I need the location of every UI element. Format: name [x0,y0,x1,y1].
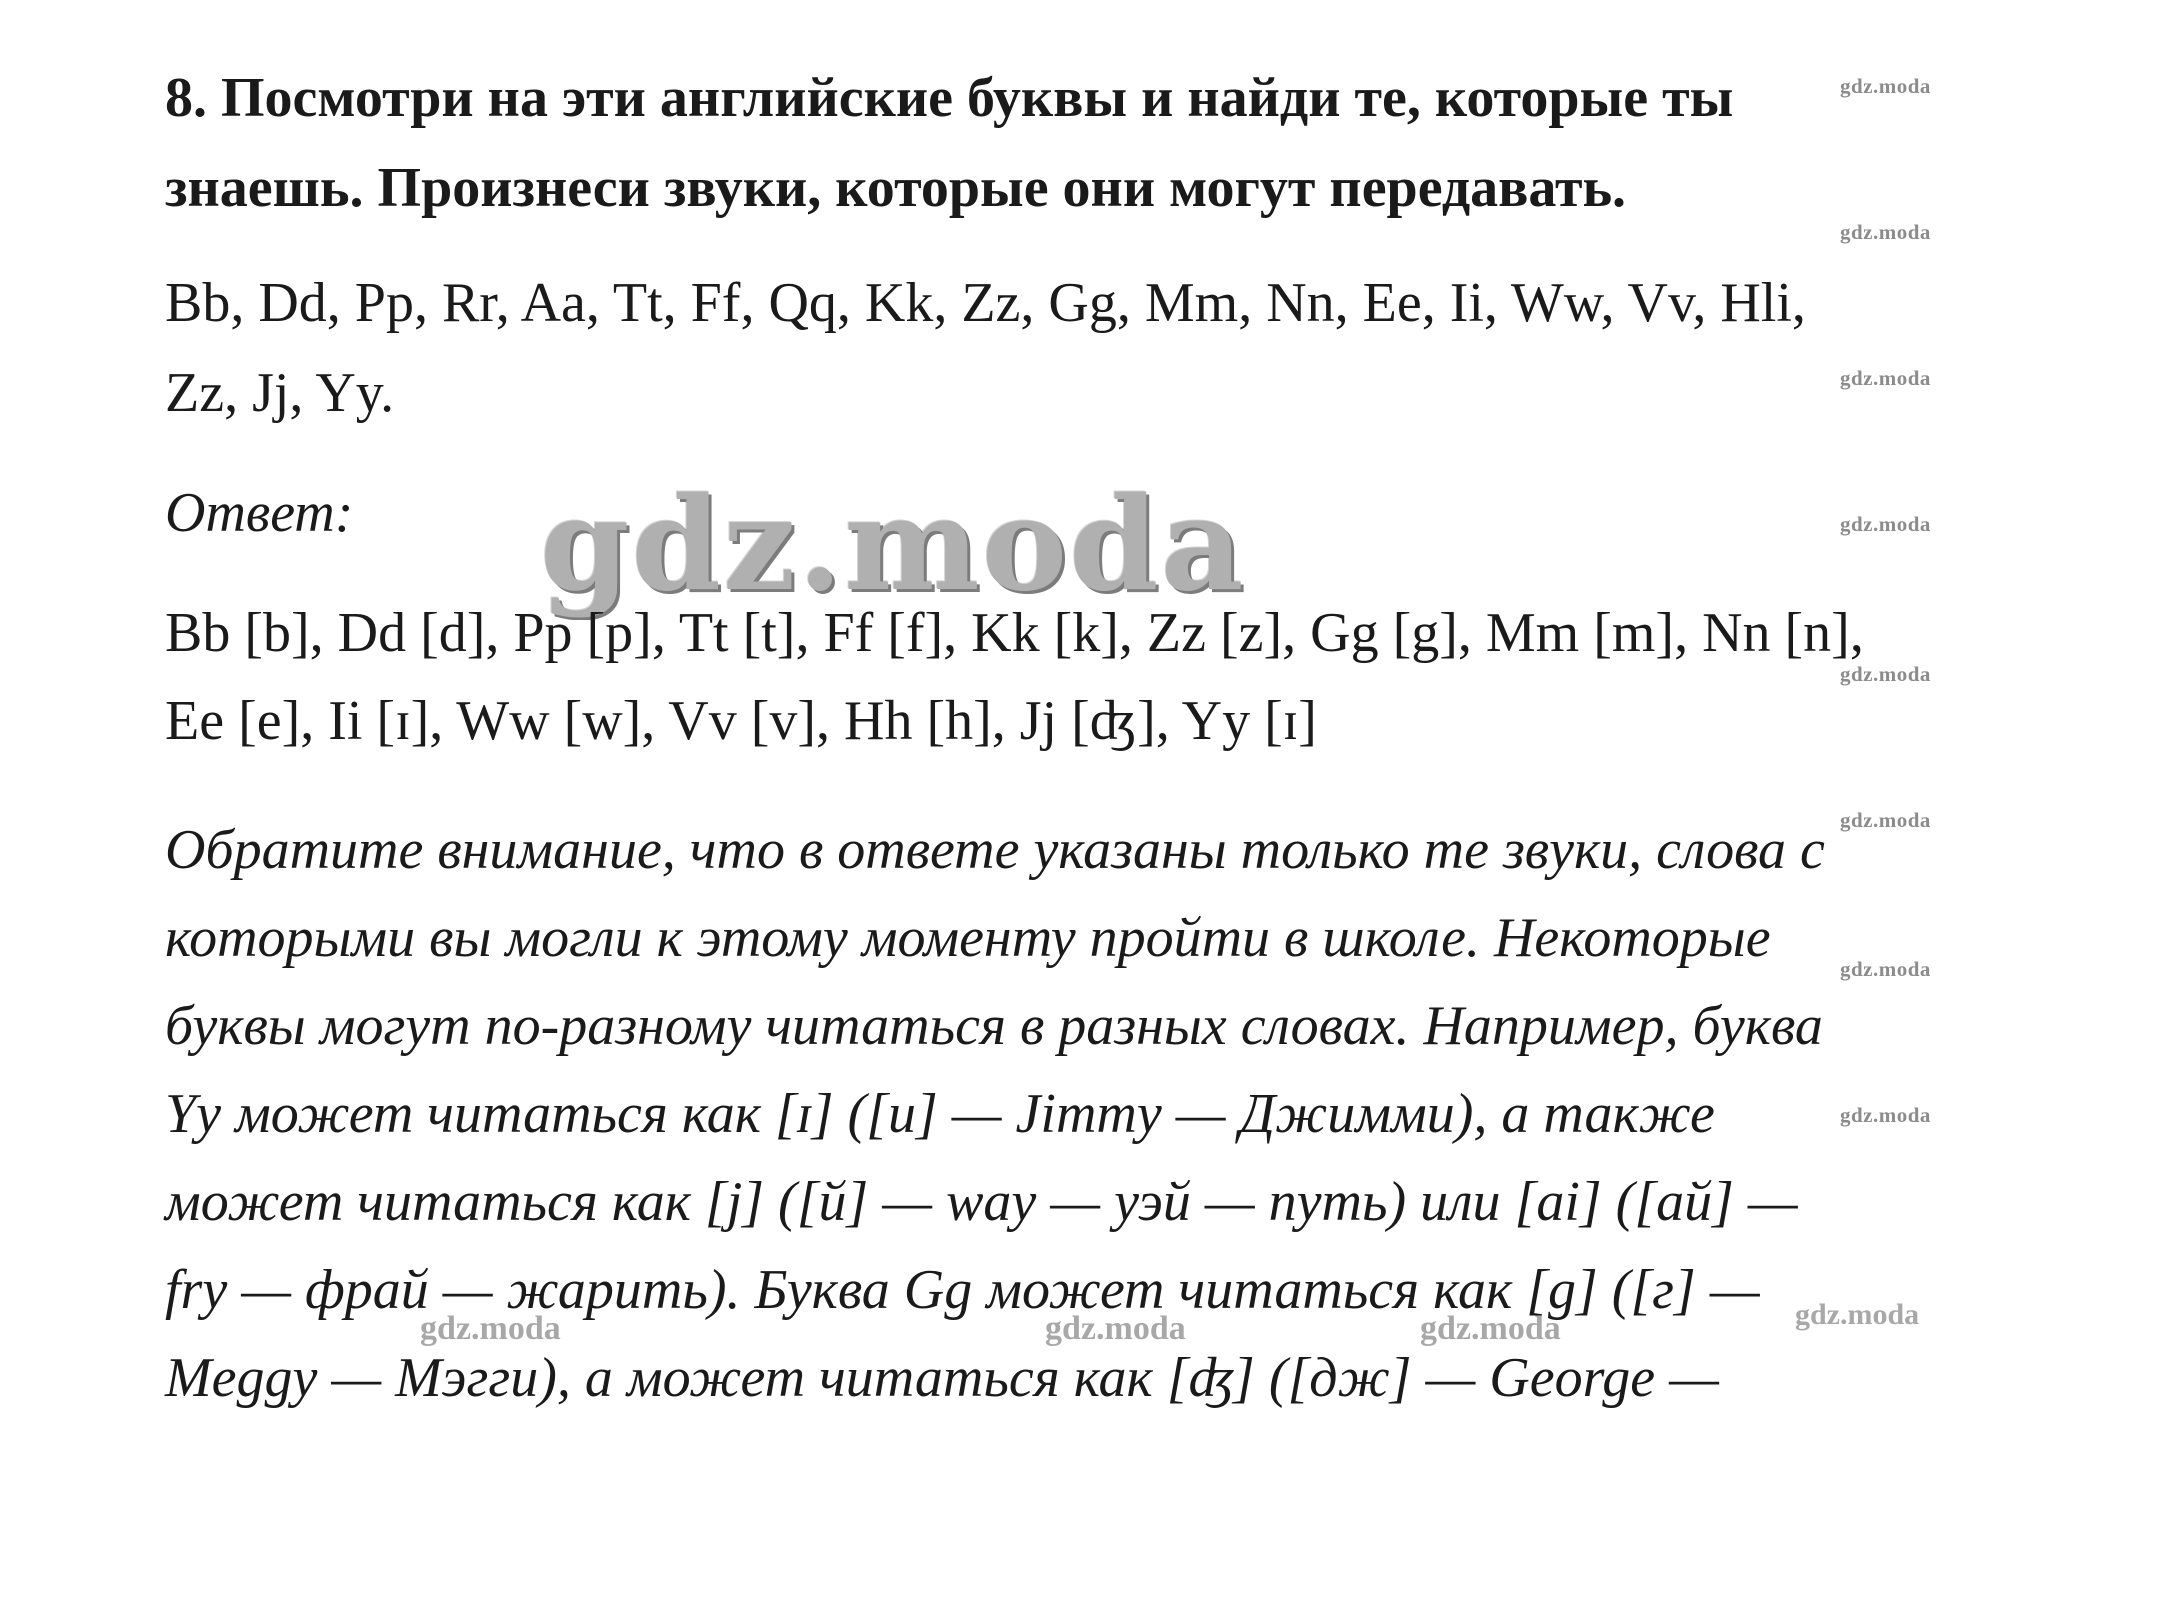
task-letters-line-1: Bb, Dd, Pp, Rr, Aa, Tt, Ff, Qq, Kk, Zz, Gg, Mm, Nn, Ee, Ii, Ww, Vv, Hli, [165,272,1806,334]
note-line-1: Обратите внимание, что в ответе указаны только те звуки, слова с [165,819,1825,881]
watermark-small: gdz.moda [1840,1103,1931,1127]
task-letters-line-2: Zz, Jj, Yy. [165,362,395,424]
watermark-medium: gdz.moda [420,1310,561,1347]
watermark-small: gdz.moda [1840,957,1931,981]
cropped-top-text [230,0,530,2]
answer-line-1: Bb [b], Dd [d], Pp [p], Tt [t], Ff [f], Kk [k], Zz [z], Gg [g], Mm [m], Nn [n], [165,602,1864,664]
watermark-medium: gdz.moda [1045,1310,1186,1347]
answer-label: Ответ: [165,482,354,544]
task-heading-line-2: знаешь. Произнеси звуки, которые они могут передавать. [165,157,1627,219]
task-heading-line-1: 8. Посмотри на эти английские буквы и найди те, которые ты [165,67,1734,129]
watermark-medium: gdz.moda [1420,1310,1561,1347]
note-line-7: Meggy — Мэгги), а может читаться как [ʤ] ([дж] — George — [165,1347,1719,1409]
note-line-6: fry — фрай — жарить). Буква Gg может читаться как [g] ([г] — [165,1259,1760,1321]
watermark-small: gdz.moda [1840,366,1931,390]
note-line-5: может читаться как [j] ([й] — way — уэй — путь) или [ai] ([ай] — [165,1171,1798,1233]
note-line-2: которыми вы могли к этому моменту пройти в школе. Некоторые [165,907,1771,969]
watermark-large: gdz.moda [540,470,1246,620]
watermark-medium: gdz.moda [1795,1298,1920,1331]
watermark-small: gdz.moda [1840,808,1931,832]
watermark-small: gdz.moda [1840,74,1931,98]
answer-line-2: Ee [e], Ii [ɪ], Ww [w], Vv [v], Hh [h], Jj [ʤ], Yy [ɪ] [165,690,1317,752]
note-line-4: Yy может читаться как [ɪ] ([и] — Jimmy — Джимми), а также [165,1083,1715,1145]
watermark-small: gdz.moda [1840,662,1931,686]
watermark-small: gdz.moda [1840,220,1931,244]
note-line-3: буквы могут по-разному читаться в разных словах. Например, буква [165,995,1823,1057]
watermark-small: gdz.moda [1840,512,1931,536]
